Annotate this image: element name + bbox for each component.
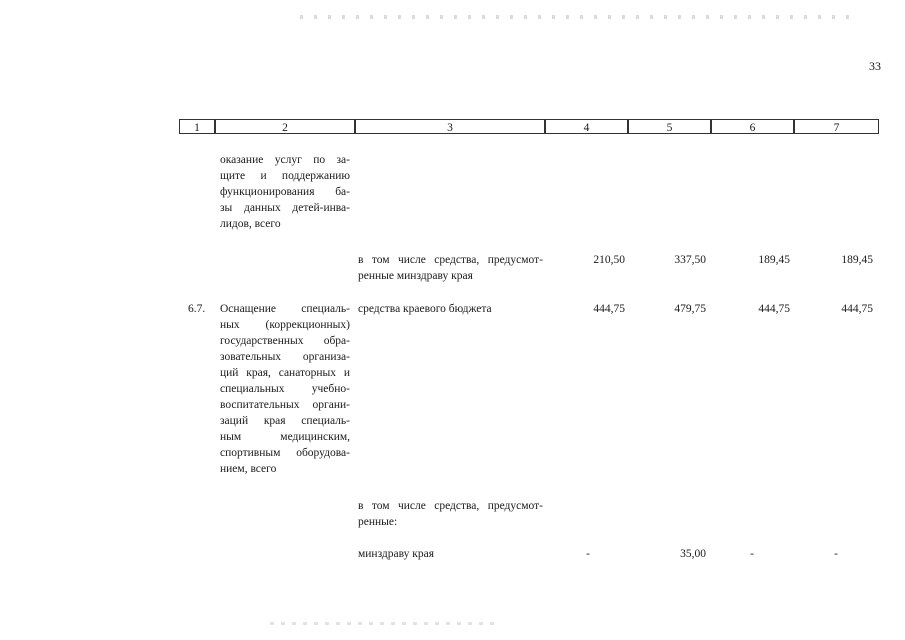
table-header-row bbox=[179, 119, 879, 134]
page-number: 33 bbox=[869, 59, 881, 73]
header-col-6: 6 bbox=[711, 119, 794, 134]
row-c-col7: 444,75 bbox=[841, 303, 873, 315]
row-c-col5: 479,75 bbox=[674, 303, 706, 315]
row-b-source: в том числе средства, предусмот- ренные минздраву края bbox=[358, 254, 543, 282]
row-e-col4: - bbox=[586, 548, 590, 560]
scan-noise-top bbox=[300, 15, 860, 19]
header-col-5: 5 bbox=[628, 119, 711, 134]
row-c-number: 6.7. bbox=[188, 303, 206, 315]
header-col-1: 1 bbox=[179, 119, 215, 134]
row-d-source: в том числе средства, предусмот- ренные: bbox=[358, 500, 543, 528]
header-col-3: 3 bbox=[355, 119, 545, 134]
row-e-col7: - bbox=[834, 548, 838, 560]
row-e-source: минздраву края bbox=[358, 548, 435, 560]
row-a-description: оказание услуг по за- щите и поддержанию функционирования ба- зы данных детей-инва- лидов, всего bbox=[220, 154, 350, 230]
row-b-col5: 337,50 bbox=[674, 254, 706, 266]
row-b-col6: 189,45 bbox=[758, 254, 790, 266]
header-col-7: 7 bbox=[794, 119, 879, 134]
row-c-description: Оснащение специаль- ных (коррекционных) государственных обра- зовательных организа- ций края, санаторных и специальных учебно- воспитательных органи- заций края специаль- ным медицинским, спортивным оборудова- нием, всего bbox=[220, 303, 350, 475]
row-c-col6: 444,75 bbox=[758, 303, 790, 315]
row-e-col5: 35,00 bbox=[680, 548, 706, 560]
scan-noise-bottom bbox=[270, 622, 500, 625]
row-b-col7: 189,45 bbox=[841, 254, 873, 266]
row-c-source: средства краевого бюджета bbox=[358, 303, 492, 315]
row-b-col4: 210,50 bbox=[593, 254, 625, 266]
row-c-col4: 444,75 bbox=[593, 303, 625, 315]
row-e-col6: - bbox=[750, 548, 754, 560]
header-col-4: 4 bbox=[545, 119, 628, 134]
header-col-2: 2 bbox=[215, 119, 355, 134]
